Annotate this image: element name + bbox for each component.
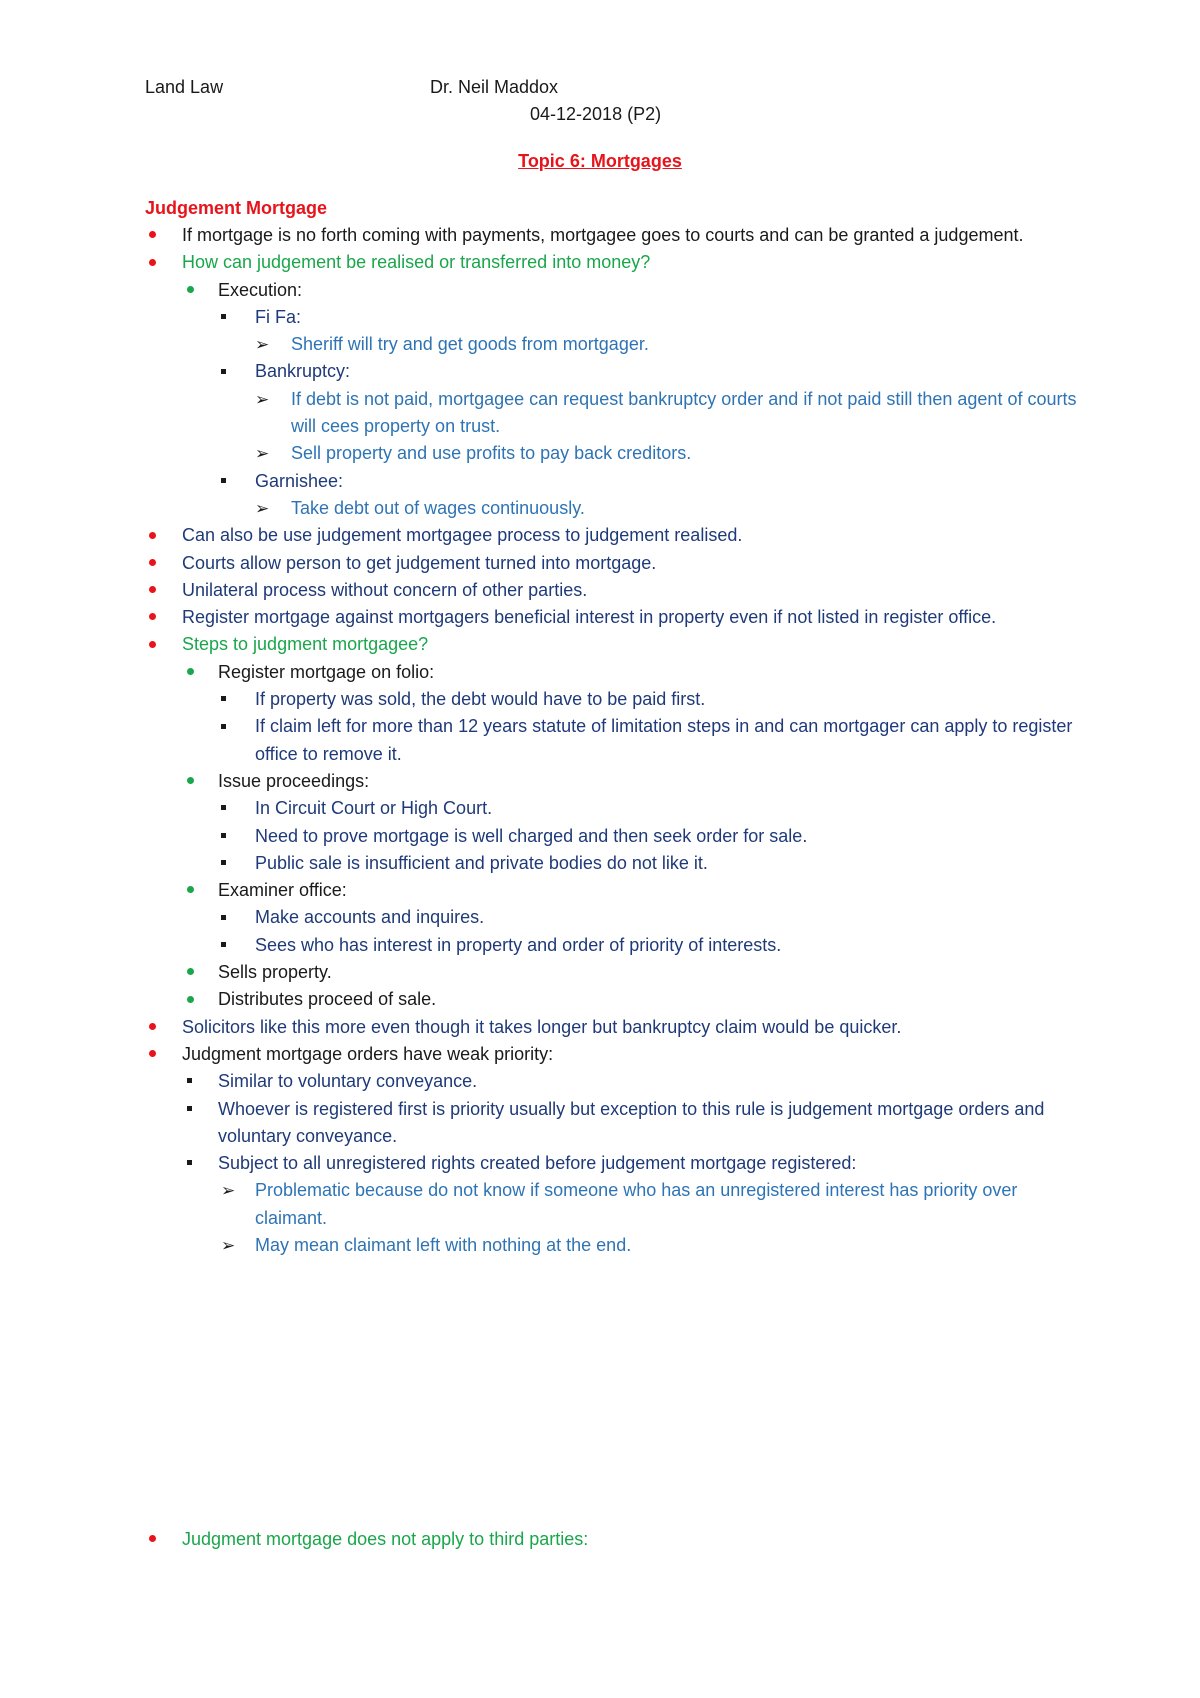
list-item bbox=[0, 1232, 1080, 1259]
list-item-text: Judgment mortgage does not apply to third parties: bbox=[182, 1529, 589, 1549]
list-item bbox=[0, 1014, 1080, 1041]
arrow-bullet-icon: ➢ bbox=[255, 335, 270, 355]
list-item-text: Similar to voluntary conveyance. bbox=[218, 1071, 478, 1092]
arrow-bullet-icon: ➢ bbox=[221, 1181, 236, 1201]
list-item bbox=[0, 795, 1080, 822]
list-item-text: Solicitors like this more even though it takes longer but bankruptcy claim would be quicker. bbox=[182, 1016, 902, 1037]
square-bullet-icon bbox=[187, 1150, 207, 1177]
list-item bbox=[0, 986, 1080, 1013]
list-item bbox=[0, 577, 1080, 604]
list-item-text: Judgment mortgage orders have weak priority: bbox=[182, 1043, 554, 1064]
list-item-text: Register mortgage on folio: bbox=[218, 661, 435, 682]
list-item-text: Distributes proceed of sale. bbox=[218, 989, 437, 1010]
list-item bbox=[0, 877, 1080, 904]
bullet-dot-icon bbox=[149, 577, 169, 604]
arrow-bullet-icon: ➢ bbox=[255, 498, 270, 518]
list-item-text: Make accounts and inquires. bbox=[255, 907, 485, 928]
square-bullet-icon bbox=[221, 904, 241, 931]
square-bullet-icon bbox=[221, 713, 241, 740]
list-item bbox=[0, 713, 1080, 768]
list-item-text: In Circuit Court or High Court. bbox=[255, 798, 493, 819]
list-item bbox=[0, 604, 1080, 631]
list-item bbox=[0, 1526, 1080, 1553]
bullet-dot-icon bbox=[149, 550, 169, 577]
bullet-dot-icon bbox=[149, 604, 169, 631]
bullet-dot-icon bbox=[149, 1014, 169, 1041]
bullet-dot-icon bbox=[187, 659, 207, 686]
bullet-dot-icon bbox=[187, 277, 207, 304]
list-item bbox=[0, 222, 1080, 249]
list-item-text: Problematic because do not know if someone who has an unregistered interest has priority over claimant. bbox=[255, 1180, 1018, 1228]
bullet-dot-icon bbox=[149, 631, 169, 658]
bullet-dot-icon bbox=[149, 1526, 169, 1553]
list-item-text: Sell property and use profits to pay back creditors. bbox=[291, 443, 692, 464]
list-item-text: Sells property. bbox=[218, 962, 332, 983]
arrow-bullet-icon: ➢ bbox=[255, 444, 270, 464]
bullet-dot-icon bbox=[149, 1041, 169, 1068]
square-bullet-icon bbox=[221, 932, 241, 959]
list-item-text: Sheriff will try and get goods from mortgager. bbox=[291, 334, 649, 355]
list-item-text: How can judgement be realised or transferred into money? bbox=[182, 252, 651, 273]
topic-title: Topic 6: Mortgages bbox=[518, 151, 682, 171]
list-item-text: Register mortgage against mortgagers beneficial interest in property even if not listed in register office. bbox=[182, 607, 997, 628]
lecture-date: 04-12-2018 (P2) bbox=[530, 104, 662, 124]
square-bullet-icon bbox=[221, 850, 241, 877]
bullet-dot-icon bbox=[187, 768, 207, 795]
bullet-dot-icon bbox=[149, 222, 169, 249]
square-bullet-icon bbox=[221, 686, 241, 713]
list-item bbox=[0, 1150, 1080, 1177]
bullet-dot-icon bbox=[187, 959, 207, 986]
list-item-text: Issue proceedings: bbox=[218, 770, 370, 791]
list-item bbox=[0, 304, 1080, 331]
arrow-bullet-icon: ➢ bbox=[255, 389, 270, 409]
list-item bbox=[0, 1041, 1080, 1068]
list-item bbox=[0, 468, 1080, 495]
list-item-text: Subject to all unregistered rights created before judgement mortgage registered: bbox=[218, 1153, 857, 1174]
list-item-text: Whoever is registered first is priority usually but exception to this rule is judgement mortgage orders and voluntary conveyance. bbox=[218, 1098, 1045, 1146]
notes-list bbox=[0, 222, 1200, 1259]
section-heading: Judgement Mortgage bbox=[145, 198, 328, 218]
list-item-text: Can also be use judgement mortgagee process to judgement realised. bbox=[182, 525, 743, 546]
list-item bbox=[0, 823, 1080, 850]
list-item bbox=[0, 904, 1080, 931]
list-item-text: May mean claimant left with nothing at the end. bbox=[255, 1234, 632, 1255]
list-item bbox=[0, 959, 1080, 986]
list-item-text: Fi Fa: bbox=[255, 306, 302, 327]
list-item bbox=[0, 331, 1080, 358]
list-item-text: Public sale is insufficient and private bodies do not like it. bbox=[255, 852, 708, 873]
bullet-dot-icon bbox=[149, 249, 169, 276]
list-item bbox=[0, 249, 1080, 276]
list-item-text: Bankruptcy: bbox=[255, 361, 351, 382]
list-item bbox=[0, 495, 1080, 522]
notes-list-bottom bbox=[0, 1526, 1200, 1553]
list-item bbox=[0, 358, 1080, 385]
list-item-text: If property was sold, the debt would have to be paid first. bbox=[255, 689, 706, 710]
list-item bbox=[0, 768, 1080, 795]
bullet-dot-icon bbox=[187, 877, 207, 904]
square-bullet-icon bbox=[221, 358, 241, 385]
list-item-text: Take debt out of wages continuously. bbox=[291, 497, 585, 518]
bullet-dot-icon bbox=[149, 522, 169, 549]
list-item-text: Execution: bbox=[218, 279, 303, 300]
list-item-text: Steps to judgment mortgagee? bbox=[182, 634, 429, 655]
list-item-text: Examiner office: bbox=[218, 880, 347, 901]
list-item bbox=[0, 277, 1080, 304]
square-bullet-icon bbox=[187, 1068, 207, 1095]
list-item bbox=[0, 550, 1080, 577]
list-item bbox=[0, 932, 1080, 959]
list-item bbox=[0, 686, 1080, 713]
list-item-text: If claim left for more than 12 years statute of limitation steps in and can mortgager can apply to register office to remove it. bbox=[255, 716, 1073, 764]
list-item bbox=[0, 1068, 1080, 1095]
list-item bbox=[0, 1177, 1080, 1232]
list-item bbox=[0, 386, 1080, 441]
list-item bbox=[0, 850, 1080, 877]
list-item-text: If mortgage is no forth coming with payments, mortgagee goes to courts and can be granted a judgement. bbox=[182, 225, 1024, 245]
list-item bbox=[0, 1096, 1080, 1151]
square-bullet-icon bbox=[221, 823, 241, 850]
list-item bbox=[0, 631, 1080, 658]
list-item-text: Need to prove mortgage is well charged and then seek order for sale. bbox=[255, 825, 808, 846]
square-bullet-icon bbox=[221, 795, 241, 822]
list-item-text: Garnishee: bbox=[255, 470, 344, 491]
square-bullet-icon bbox=[221, 468, 241, 495]
list-item-text: Unilateral process without concern of other parties. bbox=[182, 579, 588, 600]
arrow-bullet-icon: ➢ bbox=[221, 1235, 236, 1255]
bullet-dot-icon bbox=[187, 986, 207, 1013]
list-item-text: Sees who has interest in property and order of priority of interests. bbox=[255, 934, 782, 955]
list-item-text: Courts allow person to get judgement turned into mortgage. bbox=[182, 552, 657, 573]
square-bullet-icon bbox=[187, 1096, 207, 1123]
list-item bbox=[0, 522, 1080, 549]
list-item bbox=[0, 659, 1080, 686]
list-item-text: If debt is not paid, mortgagee can request bankruptcy order and if not paid still then agent of courts will cees property on trust. bbox=[291, 388, 1077, 437]
lecturer-name: Dr. Neil Maddox bbox=[430, 77, 559, 97]
square-bullet-icon bbox=[221, 304, 241, 331]
list-item bbox=[0, 440, 1080, 467]
course-name: Land Law bbox=[145, 77, 224, 97]
